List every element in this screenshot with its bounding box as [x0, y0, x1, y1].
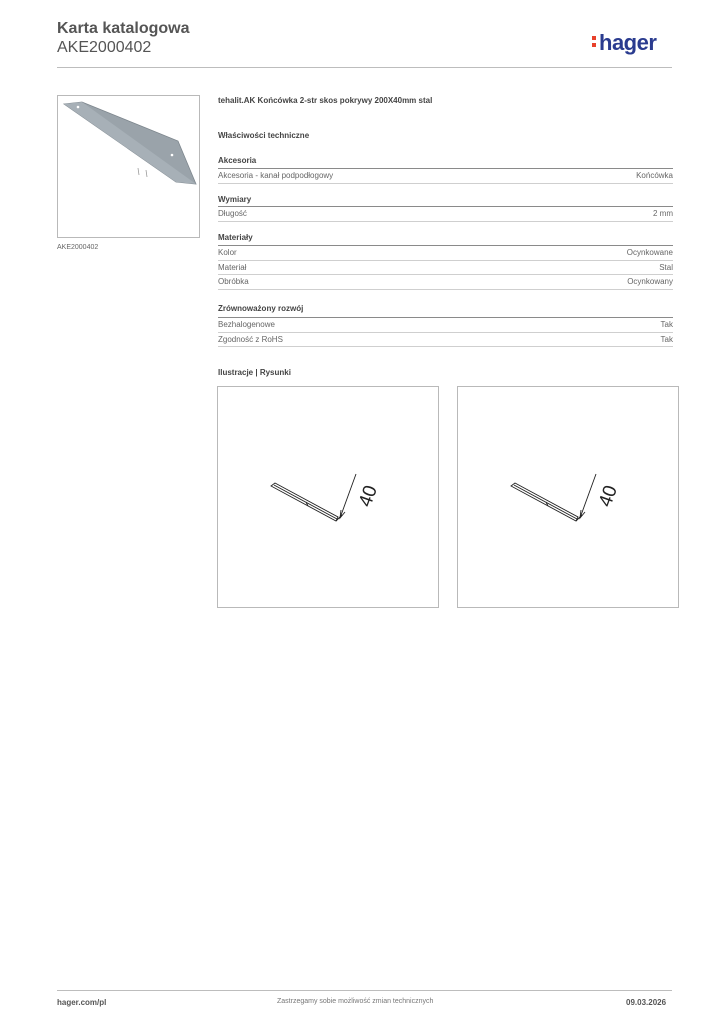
- row-label: Akcesoria - kanał podpodłogowy: [218, 171, 334, 180]
- row-value: Tak: [660, 335, 673, 344]
- row-label: Materiał: [218, 263, 247, 272]
- header-divider: [57, 67, 672, 68]
- table-row: [218, 275, 673, 289]
- product-image-icon: [58, 96, 199, 237]
- row-label: Długość: [218, 209, 247, 218]
- dimension-drawing-icon: [458, 387, 678, 607]
- dimension-label: 40: [594, 482, 622, 510]
- row-label: Obróbka: [218, 277, 249, 286]
- section-title-sustainability: Zrównoważony rozwój: [218, 304, 304, 313]
- table-row: [218, 246, 673, 260]
- row-label: Bezhalogenowe: [218, 320, 275, 329]
- tech-properties-heading: Właściwości techniczne: [218, 131, 310, 140]
- row-value: Końcówka: [636, 171, 673, 180]
- section-title-akcesoria: Akcesoria: [218, 156, 257, 165]
- row-value: Tak: [660, 320, 673, 329]
- dimension-drawing-icon: [218, 387, 438, 607]
- table-row: [218, 207, 673, 221]
- footer-divider: [57, 990, 672, 991]
- footer-url[interactable]: hager.com/pl: [57, 998, 107, 1007]
- section-title-wymiary: Wymiary: [218, 195, 252, 204]
- product-photo: [57, 95, 200, 238]
- table-row: [218, 318, 673, 332]
- dimension-label: 40: [354, 482, 382, 510]
- product-name: tehalit.AK Końcówka 2-str skos pokrywy 200X40mm stal: [218, 96, 433, 105]
- table-row: [218, 333, 673, 347]
- row-divider: [218, 183, 673, 184]
- logo-dots-icon: [592, 36, 597, 50]
- footer-date: 09.03.2026: [626, 998, 667, 1007]
- document-title: Karta katalogowa: [57, 20, 190, 37]
- row-label: Kolor: [218, 248, 237, 257]
- row-value: Ocynkowany: [627, 277, 673, 286]
- row-value: 2 mm: [653, 209, 673, 218]
- technical-drawing: [217, 386, 439, 608]
- technical-drawing: [457, 386, 679, 608]
- logo-text: hager: [599, 30, 657, 55]
- footer-notice: Zastrzegamy sobie możliwość zmian technicznych: [277, 998, 434, 1005]
- row-value: Ocynkowane: [626, 248, 673, 257]
- table-row: [218, 169, 673, 183]
- row-label: Zgodność z RoHS: [218, 335, 283, 344]
- photo-caption: AKE2000402: [57, 244, 99, 251]
- section-title-materialy: Materiały: [218, 233, 253, 242]
- product-code: AKE2000402: [57, 39, 152, 56]
- row-divider: [218, 221, 673, 222]
- hager-logo: [592, 30, 656, 56]
- row-divider: [218, 289, 673, 290]
- row-value: Stal: [659, 263, 673, 272]
- illustrations-heading: Ilustracje | Rysunki: [218, 368, 291, 377]
- row-divider: [218, 346, 673, 347]
- table-row: [218, 261, 673, 275]
